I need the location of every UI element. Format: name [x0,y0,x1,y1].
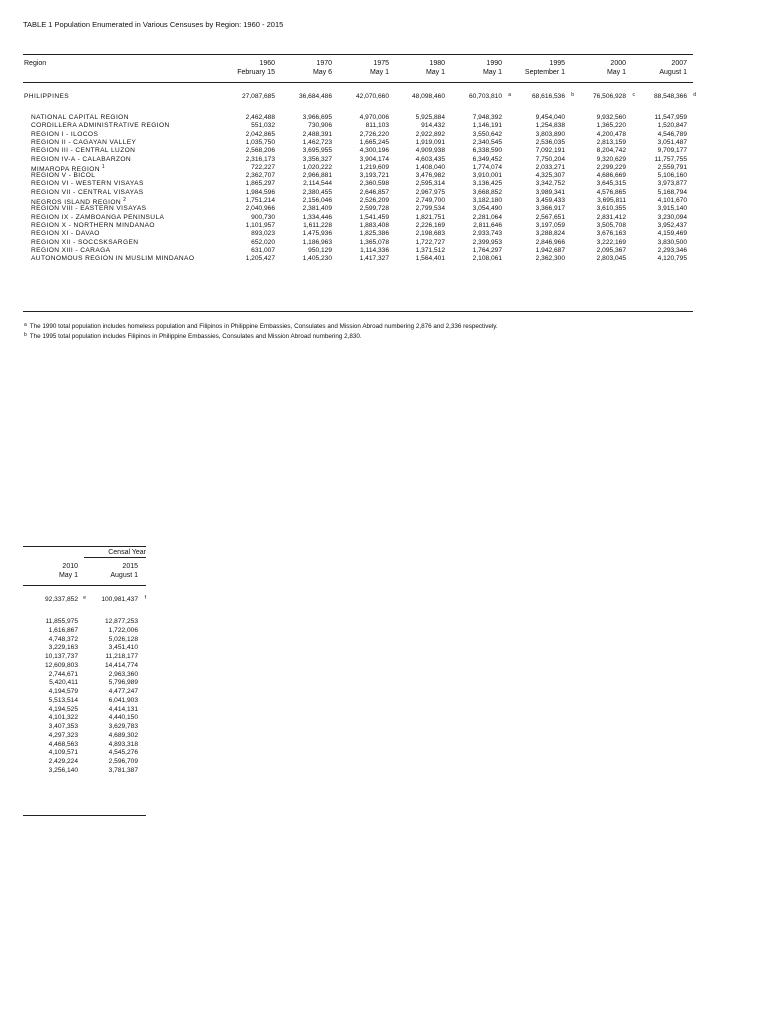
region-name [31,147,135,154]
region-column-header: Region [24,60,47,67]
region-value: 3,230,094 [657,213,687,221]
footnote [24,333,362,340]
region-value: 3,505,708 [596,221,626,229]
total-value-number: 36,684,486 [298,93,332,100]
region-value: 1,541,459 [359,213,389,221]
region-value: 1,722,727 [415,238,445,246]
total-value [83,595,146,603]
region-name-text: REGION VI - WESTERN VISAYAS [31,180,144,188]
region-value: 3,676,163 [596,230,626,238]
region-value: 7,948,392 [472,114,502,121]
region-name [31,114,129,121]
region-value: 4,468,563 [48,740,78,748]
footnote-text: The 1990 total population includes homeless population and Filipinos in Philippine Embassies, Consulates and Mission Abroad numbering 2,876 and 2,336 respectively. [29,323,498,330]
region-value: 2,033,271 [535,163,565,171]
year-header-year: 2015 [122,563,138,570]
region-value: 3,288,824 [535,230,565,238]
footnote-marker: b [571,92,574,98]
region-value: 2,966,881 [302,172,332,180]
region-value: 1,114,336 [360,246,389,254]
region-value: 1,883,408 [359,221,389,229]
region-value: 4,477,247 [108,688,138,695]
region-name-text: REGION VIII - EASTERN VISAYAS [31,205,147,213]
region-value: 1,365,078 [359,238,389,246]
region-value: 1,186,963 [302,238,332,246]
region-value: 893,023 [251,230,275,238]
region-value: 7,750,204 [535,155,565,163]
region-value: 631,007 [251,246,275,254]
region-value: 1,334,446 [302,213,332,221]
region-name-text: NATIONAL CAPITAL REGION [31,114,129,121]
region-value: 3,610,355 [596,205,626,213]
region-value: 12,877,253 [104,618,138,625]
region-value: 1,254,838 [535,122,565,130]
total-value-number: 42,070,660 [355,93,389,100]
region-name [31,247,110,254]
region-value: 3,342,752 [535,180,565,188]
region-value: 2,846,966 [535,238,565,246]
year-header-year: 2007 [671,60,687,67]
region-value: 3,229,163 [48,644,78,652]
region-value: 2,095,367 [596,246,626,254]
region-value: 2,749,700 [415,197,445,204]
region-value: 4,909,938 [415,147,445,155]
region-value: 5,513,514 [48,696,78,704]
region-value: 1,764,297 [472,246,502,254]
region-value: 1,520,847 [657,122,687,130]
region-value: 722,227 [251,163,275,171]
region-value: 11,218,177 [105,653,138,660]
region-value: 5,168,794 [657,188,687,196]
region-value: 14,414,774 [104,661,138,669]
region-value: 2,042,865 [245,130,275,138]
region-value: 2,567,651 [535,213,565,221]
total-value [23,595,86,603]
region-name-text: REGION XII - SOCCSKSARGEN [31,238,139,246]
region-value: 8,204,742 [596,147,626,155]
region-value: 1,371,512 [415,246,445,254]
region-value: 2,156,046 [302,197,332,204]
continuation-top-rule [23,546,146,547]
footnote-marker: f [144,595,146,601]
region-value: 1,665,245 [359,138,389,146]
footnote-marker: 2 [123,197,127,203]
total-value [556,92,635,100]
region-value: 730,906 [308,122,332,130]
year-header-year: 1970 [316,60,332,67]
region-value: 2,811,646 [473,221,502,229]
continuation-bottom-rule [23,815,146,816]
region-value: 2,813,159 [596,138,626,146]
region-value: 4,194,525 [48,705,78,713]
region-value: 2,726,220 [359,130,389,138]
region-value: 6,349,452 [472,155,502,163]
region-value: 4,893,318 [108,740,138,748]
region-value: 1,564,401 [415,255,445,263]
region-name-text: REGION VII - CENTRAL VISAYAS [31,188,144,196]
region-name [31,239,138,246]
region-name-text: NEGROS ISLAND REGION [31,199,122,207]
footnote-marker: a [24,322,27,328]
year-header [23,562,78,580]
footnote-text: The 1995 total population includes Filipinos in Philippine Embassies, Consulates and Mission Abroad numbering 2,830. [29,333,362,340]
region-name [31,122,170,129]
region-name [31,205,146,212]
region-value: 3,989,341 [535,188,565,196]
year-header [617,59,687,77]
region-value: 4,546,789 [657,130,687,138]
region-value: 2,526,209 [359,197,389,204]
year-header-year: 1995 [549,60,565,67]
region-value: 1,219,609 [359,163,389,171]
region-name-text: REGION II - CAGAYAN VALLEY [31,138,137,146]
region-value: 3,476,982 [415,172,445,180]
region-value: 3,193,721 [359,172,389,180]
region-name [31,139,136,146]
region-name-text: MIMAROPA REGION [31,165,100,173]
footnote-marker: e [83,595,86,601]
region-value: 7,092,191 [535,147,565,155]
region-name [31,222,155,229]
region-value: 2,933,743 [472,230,502,238]
region-value: 3,830,500 [657,238,687,246]
region-value: 1,984,596 [245,188,275,196]
region-value: 2,281,064 [472,213,502,221]
region-value: 2,646,857 [359,188,389,196]
region-value: 3,973,877 [657,180,687,188]
region-value: 4,970,006 [359,114,389,121]
year-header-date: February 15 [237,69,275,76]
region-value: 2,963,360 [108,670,138,678]
region-value: 1,146,191 [472,122,502,130]
region-value: 2,831,412 [596,213,626,221]
region-value: 4,159,469 [657,230,687,238]
region-value: 3,256,140 [48,766,78,774]
region-value: 4,748,372 [48,635,78,643]
region-name [31,214,164,221]
year-header-date: May 1 [482,69,502,76]
region-value: 5,420,411 [49,679,78,687]
region-value: 3,197,059 [535,221,565,229]
region-value: 2,922,892 [415,130,445,138]
year-header [432,59,502,77]
continuation-header-bottom-rule [23,585,146,586]
region-value: 3,356,327 [302,155,332,163]
region-value: 1,205,427 [245,255,275,263]
region-name-text: REGION IX - ZAMBOANGA PENINSULA [31,213,165,221]
region-name-text: REGION XI - DAVAO [31,230,100,238]
region-value: 4,297,323 [48,731,78,739]
region-name-text: REGION V - BICOL [31,172,96,180]
year-header-year: 2000 [610,60,626,67]
region-value: 2,399,953 [472,238,502,246]
total-value-number: 88,548,366 [653,93,687,100]
region-value: 5,026,128 [108,635,138,643]
year-header-year: 1990 [486,60,502,67]
total-value-number: 68,616,536 [531,93,565,100]
region-value: 1,365,220 [596,122,626,130]
region-value: 6,041,903 [108,696,138,704]
region-value: 1,821,751 [415,213,445,221]
region-value: 3,550,642 [472,130,502,138]
region-name [31,230,100,237]
total-value-number: 100,981,437 [101,596,138,603]
year-header-date: August 1 [659,69,687,76]
region-value: 811,103 [365,122,389,130]
region-value: 2,568,206 [245,147,275,155]
region-value: 1,616,867 [48,626,78,634]
footnote-marker: d [693,92,696,98]
year-header-date: May 1 [606,69,626,76]
region-value: 3,051,487 [657,138,687,146]
region-value: 4,576,865 [596,188,626,196]
region-value: 1,825,386 [359,230,389,238]
region-value: 3,915,140 [657,205,687,213]
year-header-year: 1980 [429,60,445,67]
region-value: 2,380,455 [302,188,332,196]
footnote-marker: c [632,92,635,98]
region-name-text: AUTONOMOUS REGION IN MUSLIM MINDANAO [31,255,195,263]
region-value: 2,429,224 [48,758,78,765]
region-value: 4,603,435 [415,155,445,163]
region-value: 5,106,160 [657,172,687,180]
region-value: 4,545,276 [108,749,138,757]
region-value: 2,114,544 [303,180,332,188]
footnote-marker: a [508,92,511,98]
footnote-marker: b [24,332,27,338]
region-value: 3,668,852 [472,188,502,196]
censal-year-header: Censal Year [108,549,146,556]
region-value: 5,796,989 [108,679,138,687]
region-value: 2,381,409 [302,205,332,213]
total-value-number: 27,087,685 [241,93,275,100]
censal-year-rule [84,557,146,558]
year-header-date: May 1 [58,572,78,579]
region-value: 2,362,300 [535,255,565,263]
region-value: 2,362,707 [245,172,275,180]
table-bottom-rule [23,311,693,312]
region-value: 900,730 [251,213,275,221]
region-name-text: REGION XIII - CARAGA [31,246,111,254]
region-name-text: CORDILLERA ADMINISTRATIVE REGION [31,122,170,130]
region-value: 551,032 [251,122,275,130]
region-value: 6,338,590 [472,147,502,155]
region-value: 3,910,001 [472,172,502,180]
year-header-year: 2010 [62,563,78,570]
region-value: 652,020 [251,238,275,246]
region-value: 4,325,307 [535,172,565,180]
region-value: 1,611,228 [303,221,332,229]
region-value: 1,774,074 [472,163,502,171]
region-value: 1,751,214 [245,197,275,204]
total-value [432,92,511,100]
region-value: 4,101,670 [657,197,687,204]
region-value: 3,803,890 [535,130,565,138]
region-value: 2,803,045 [596,255,626,263]
region-name [31,189,144,196]
region-value: 1,475,936 [302,230,332,238]
region-value: 2,299,229 [596,163,626,171]
region-value: 3,695,811 [597,197,626,204]
region-value: 2,536,035 [535,138,565,146]
region-value: 9,320,629 [596,155,626,163]
total-value-number: 76,506,928 [592,93,626,100]
region-value: 1,020,222 [302,163,332,171]
total-value [495,92,574,100]
region-value: 3,366,917 [535,205,565,213]
region-value: 2,316,173 [245,155,275,163]
region-value: 11,547,959 [654,114,687,121]
year-header-date: September 1 [524,69,565,76]
region-value: 10,137,737 [44,653,78,660]
region-value: 2,340,545 [472,138,502,146]
year-header-date: May 1 [369,69,389,76]
region-value: 1,408,040 [415,163,445,171]
region-value: 3,222,169 [596,238,626,246]
header-bottom-rule [23,82,693,83]
region-value: 9,454,040 [535,114,565,121]
region-name [31,255,194,262]
region-name-text: REGION I - ILOCOS [31,130,99,138]
region-value: 4,689,302 [108,731,138,739]
region-value: 11,855,975 [45,618,78,625]
region-name [31,156,131,163]
region-value: 2,744,671 [48,670,78,678]
region-value: 5,925,884 [415,114,445,121]
region-value: 2,595,314 [415,180,445,188]
year-header [495,59,565,77]
region-value: 4,686,669 [596,172,626,180]
region-value: 2,967,975 [415,188,445,196]
year-header-year: 1975 [373,60,389,67]
region-value: 3,904,174 [359,155,389,163]
region-value: 914,432 [421,122,445,130]
region-name [31,172,95,179]
year-header-date: August 1 [110,572,138,579]
region-value: 4,440,150 [108,714,138,722]
region-value: 4,120,795 [657,255,687,263]
region-value: 2,488,391 [302,130,332,138]
region-value: 3,407,353 [48,723,78,730]
region-name [31,180,144,187]
region-value: 3,781,387 [108,766,138,774]
region-value: 4,109,571 [48,749,78,757]
region-value: 3,136,425 [472,180,502,188]
region-value: 4,200,478 [596,130,626,138]
total-value-number: 92,337,852 [44,596,78,603]
region-value: 2,360,598 [359,180,389,188]
region-value: 2,226,169 [415,221,445,229]
total-value-number: 60,703,810 [468,93,502,100]
region-value: 3,451,410 [108,644,138,652]
region-name-text: REGION X - NORTHERN MINDANAO [31,221,155,229]
footnote-marker: 1 [101,163,106,170]
region-value: 3,952,437 [657,221,687,229]
year-header-year: 1960 [259,60,275,67]
region-value: 9,932,560 [596,114,626,121]
region-value: 2,293,346 [657,246,687,254]
region-value: 1,101,957 [245,221,275,229]
region-value: 1,405,230 [302,255,332,263]
region-value: 2,040,966 [245,205,275,213]
region-value: 1,462,723 [302,138,332,146]
footnote [24,323,498,330]
region-value: 11,757,755 [654,155,687,163]
region-value: 12,609,803 [44,661,78,669]
total-value-number: 48,098,460 [411,93,445,100]
region-value: 3,182,180 [472,197,502,204]
year-header [83,562,138,580]
region-value: 2,596,709 [108,758,138,765]
year-header [556,59,626,77]
year-header-date: May 1 [425,69,445,76]
total-value [617,92,696,100]
region-value: 1,865,297 [245,180,275,188]
region-value: 3,054,490 [472,205,502,213]
region-value: 2,559,791 [657,163,687,171]
region-name-text: REGION III - CENTRAL LUZON [31,147,136,155]
region-value: 3,966,695 [302,114,332,121]
region-value: 4,101,322 [48,714,78,722]
region-value: 2,599,728 [359,205,389,213]
region-value: 4,414,131 [108,705,138,713]
region-name [31,131,98,138]
region-value: 950,129 [308,246,332,254]
region-value: 2,198,683 [415,230,445,238]
year-header-date: May 6 [312,69,332,76]
table-title: TABLE 1 Population Enumerated in Various Censuses by Region: 1960 - 2015 [23,20,284,29]
region-value: 1,417,327 [359,255,389,263]
region-value: 2,108,061 [472,255,502,263]
region-value: 1,942,687 [535,246,565,254]
region-value: 4,194,579 [48,688,78,695]
region-value: 2,462,488 [245,114,275,121]
region-value: 9,709,177 [657,147,687,155]
header-top-rule [23,54,693,55]
region-value: 3,645,315 [596,180,626,188]
region-name-text: REGION IV-A - CALABARZON [31,155,132,163]
region-value: 3,695,955 [302,147,332,155]
region-value: 1,035,750 [245,138,275,146]
total-row-label: PHILIPPINES [24,93,70,100]
region-value: 3,459,433 [535,197,565,204]
region-value: 2,799,534 [415,205,445,213]
region-value: 3,629,783 [108,723,138,730]
region-value: 4,300,196 [359,147,389,155]
region-value: 1,919,091 [415,138,445,146]
region-value: 1,722,006 [108,626,138,634]
